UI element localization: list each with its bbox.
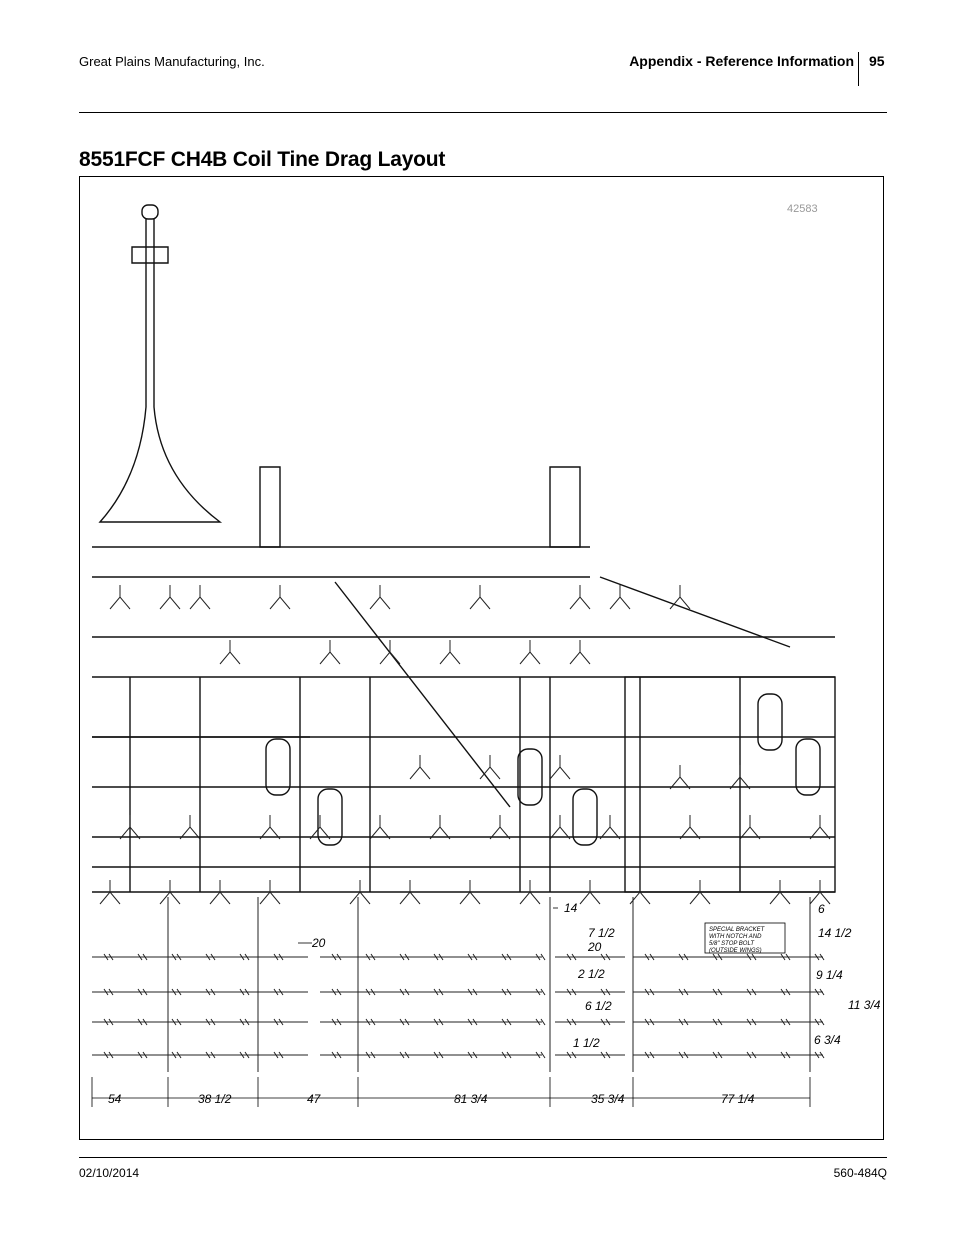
dimension-label: 7 1/2 (588, 926, 615, 940)
header-company: Great Plains Manufacturing, Inc. (79, 54, 265, 69)
header-rule (79, 112, 887, 113)
tine (370, 815, 390, 839)
dimension-label: 54 (108, 1092, 122, 1106)
hitch (142, 205, 158, 219)
header-separator (858, 52, 859, 86)
dimension-label: 77 1/4 (721, 1092, 755, 1106)
tine (670, 765, 690, 789)
page-title: 8551FCF CH4B Coil Tine Drag Layout (79, 148, 446, 171)
footer-date: 02/10/2014 (79, 1166, 140, 1180)
dimension-label: 14 1/2 (818, 926, 852, 940)
tine (550, 815, 570, 839)
figure-frame (79, 176, 884, 1140)
tine (490, 815, 510, 839)
dimension-label: 9 1/4 (816, 968, 843, 982)
layout-drawing (80, 177, 883, 1139)
tine (310, 815, 330, 839)
tine (160, 585, 180, 609)
tine (370, 585, 390, 609)
tine (180, 815, 200, 839)
figure-ref-number: 42583 (787, 203, 818, 215)
tine (410, 755, 430, 779)
footer-doc-number: 560-484Q (833, 1166, 887, 1180)
tine (520, 640, 540, 664)
tine (110, 585, 130, 609)
hitch-frame (100, 407, 220, 522)
dimension-label: 35 3/4 (591, 1092, 625, 1106)
dimension-label: 6 3/4 (814, 1033, 841, 1047)
dimension-label: 6 1/2 (585, 999, 612, 1013)
dimension-label: 1 1/2 (573, 1036, 600, 1050)
right-wing-frame (625, 677, 835, 892)
tine (480, 755, 500, 779)
tine (550, 755, 570, 779)
dimension-label: 20 (312, 936, 326, 950)
dimension-label: 6 (818, 902, 825, 916)
dimension-label: 2 1/2 (578, 967, 605, 981)
wheel (518, 749, 542, 805)
tine (610, 585, 630, 609)
dimension-label: 38 1/2 (198, 1092, 232, 1106)
dimension-label: 20 (588, 940, 602, 954)
tine (260, 815, 280, 839)
tine (320, 640, 340, 664)
footer-rule (79, 1157, 887, 1158)
page-number: 95 (869, 53, 885, 69)
tine (440, 640, 460, 664)
note-text: 5/8" STOP BOLT (709, 941, 755, 947)
dimension-label: 11 3/4 (848, 998, 881, 1012)
note-text: (OUTSIDE WINGS) (709, 948, 762, 954)
tine (600, 815, 620, 839)
tine (220, 640, 240, 664)
lift-assembly (260, 467, 580, 547)
tine (670, 585, 690, 609)
dimension-label: 47 (307, 1092, 321, 1106)
tine (270, 585, 290, 609)
tine (680, 815, 700, 839)
dimension-label: 14 (564, 901, 578, 915)
tine (470, 585, 490, 609)
tongue (132, 219, 168, 407)
dimension-label: 81 3/4 (454, 1092, 488, 1106)
note-text: SPECIAL BRACKET (709, 927, 765, 933)
tine (810, 815, 830, 839)
header-section: Appendix - Reference Information (629, 53, 854, 69)
tine (740, 815, 760, 839)
wheel (758, 694, 782, 750)
diagonal-brace (335, 582, 510, 807)
note-text: WITH NOTCH AND (709, 934, 762, 940)
tine (570, 640, 590, 664)
tine (570, 585, 590, 609)
tine (430, 815, 450, 839)
tine (190, 585, 210, 609)
